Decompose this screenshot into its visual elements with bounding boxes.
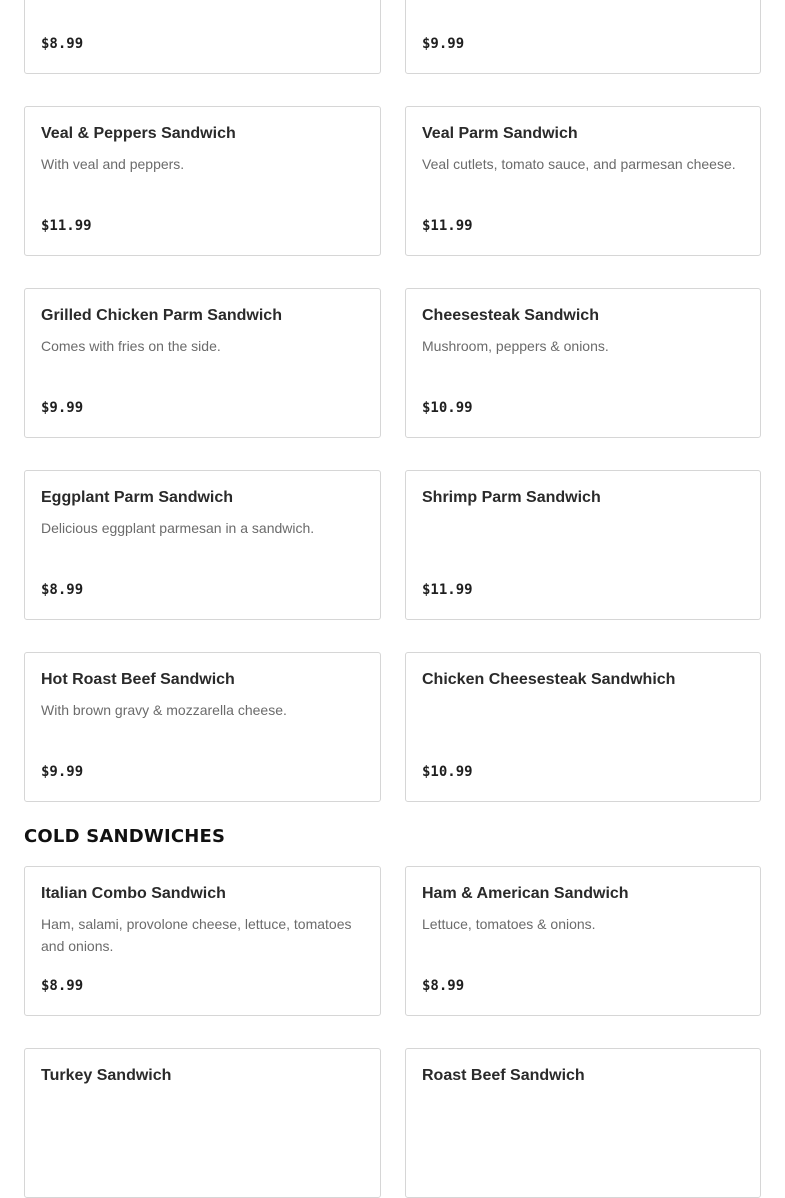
menu-item-description: With brown gravy & mozzarella cheese. [41, 702, 287, 718]
menu-item-name: Eggplant Parm Sandwich [41, 489, 234, 506]
menu-item-card-veal-parm[interactable] [405, 106, 761, 256]
menu-item-name: Shrimp Parm Sandwich [422, 489, 601, 506]
menu-item-card-chicken-cheesesteak[interactable] [405, 652, 761, 802]
menu-item-price: $8.99 [422, 978, 465, 994]
menu-item-name: Italian Combo Sandwich [41, 885, 226, 902]
menu-item-price: $10.99 [422, 400, 473, 416]
menu-item-name: Chicken Cheesesteak Sandwhich [422, 671, 676, 688]
menu-item-name: Roast Beef Sandwich [422, 1067, 585, 1084]
menu-item-price: $9.99 [41, 400, 84, 416]
menu-item-card-ham-american[interactable] [405, 866, 761, 1016]
menu-item-price: $9.99 [41, 764, 84, 780]
menu-item-description: Comes with fries on the side. [41, 338, 221, 354]
menu-item-card-hot-roast-beef[interactable] [24, 652, 381, 802]
menu-item-description: Mushroom, peppers & onions. [422, 338, 609, 354]
menu-item-description: Lettuce, tomatoes & onions. [422, 916, 596, 932]
menu-item-description: With veal and peppers. [41, 156, 185, 172]
menu-item-card-cheesesteak[interactable] [405, 288, 761, 438]
menu-item-card-shrimp-parm[interactable] [405, 470, 761, 620]
menu-item-description: Veal cutlets, tomato sauce, and parmesan cheese. [422, 156, 736, 172]
menu-item-price: $8.99 [41, 36, 84, 52]
menu-item-name: Hot Roast Beef Sandwich [41, 671, 235, 688]
menu-item-card-eggplant-parm[interactable] [24, 470, 381, 620]
menu-item-card-grilled-chicken-parm[interactable] [24, 288, 381, 438]
menu-item-card-veal-peppers[interactable] [24, 106, 381, 256]
menu-item-name: Grilled Chicken Parm Sandwich [41, 307, 282, 324]
menu-item-price: $11.99 [422, 218, 473, 234]
menu-item-card[interactable] [24, 0, 381, 74]
menu-item-description: Ham, salami, provolone cheese, lettuce, tomatoes and onions. [41, 916, 352, 954]
menu-item-card-roast-beef[interactable] [405, 1048, 761, 1198]
menu-item-price: $11.99 [422, 582, 473, 598]
menu-item-price: $9.99 [422, 36, 465, 52]
menu-item-name: Cheesesteak Sandwich [422, 307, 599, 324]
menu-item-price: $10.99 [422, 764, 473, 780]
menu-item-name: Veal Parm Sandwich [422, 125, 578, 142]
menu-item-card-italian-combo[interactable] [24, 866, 381, 1016]
menu-item-card[interactable] [405, 0, 761, 74]
menu-item-price: $8.99 [41, 582, 84, 598]
menu-item-price: $8.99 [41, 978, 84, 994]
menu-item-name: Turkey Sandwich [41, 1067, 172, 1084]
menu-item-description: Delicious eggplant parmesan in a sandwich. [41, 520, 315, 536]
menu-item-name: Veal & Peppers Sandwich [41, 125, 236, 142]
menu-item-price: $11.99 [41, 218, 92, 234]
section-heading-cold-sandwiches: COLD SANDWICHES [24, 826, 226, 847]
menu-item-name: Ham & American Sandwich [422, 885, 629, 902]
menu-item-card-turkey[interactable] [24, 1048, 381, 1198]
